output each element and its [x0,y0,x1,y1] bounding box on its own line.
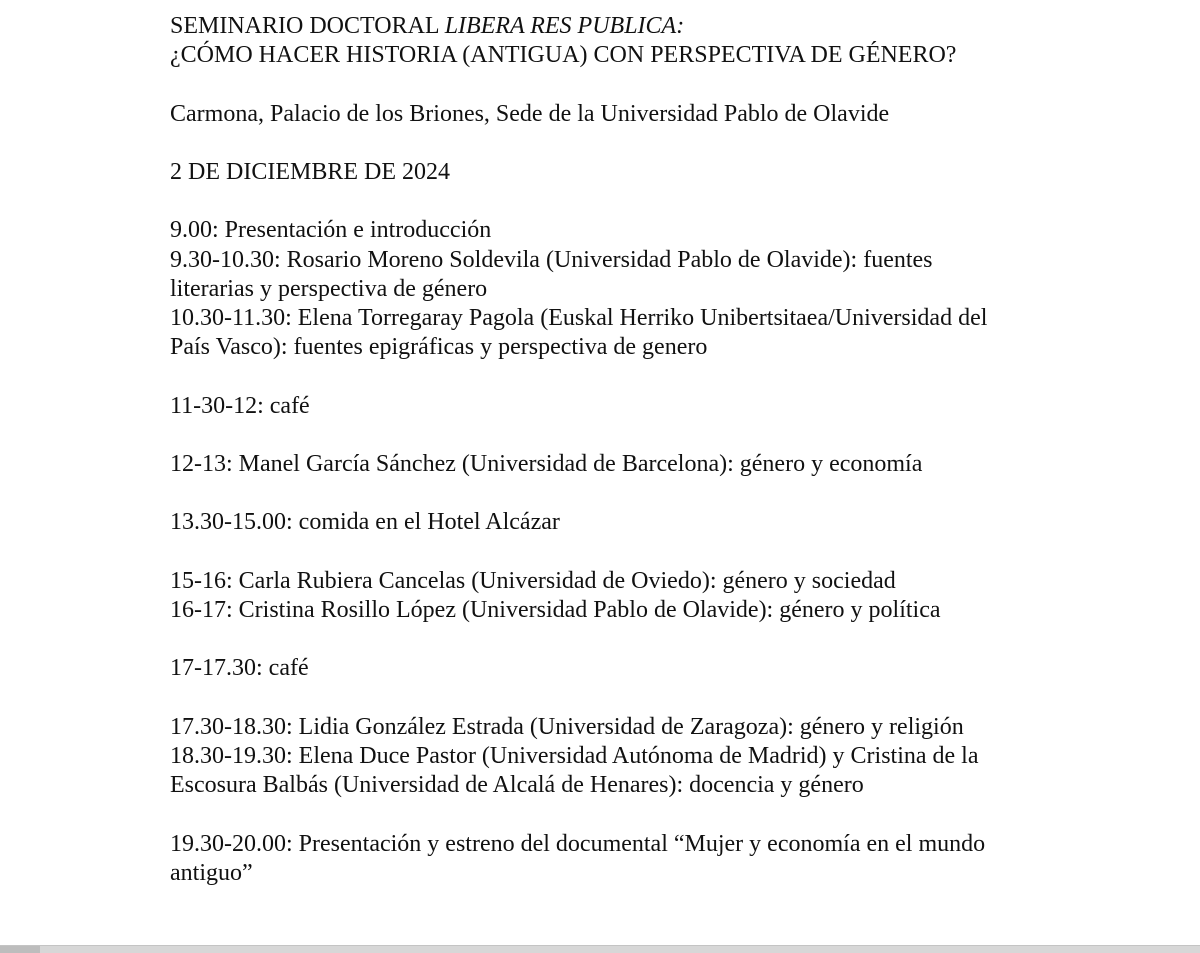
spacer [170,684,1070,713]
spacer [170,538,1070,567]
program-line: 17.30-18.30: Lidia González Estrada (Universidad de Zaragoza): género y religión [170,713,964,740]
spacer [170,129,1070,158]
spacer [170,479,1070,508]
venue-location: Carmona, Palacio de los Briones, Sede de la Universidad Pablo de Olavide [170,100,890,127]
program-line: 12-13: Manel García Sánchez (Universidad de Barcelona): género y economía [170,450,923,477]
spacer [170,800,1070,829]
spacer [170,421,1070,450]
closing-line: antiguo” [170,859,253,886]
event-date: 2 DE DICIEMBRE DE 2024 [170,158,450,185]
spacer [170,625,1070,654]
seminar-title [170,12,1070,41]
spacer [170,70,1070,99]
horizontal-scrollbar[interactable] [0,945,1200,953]
program-line: 16-17: Cristina Rosillo López (Universidad Pablo de Olavide): género y política [170,596,941,623]
program-line: 9.30-10.30: Rosario Moreno Soldevila (Universidad Pablo de Olavide): fuentes [170,246,933,273]
coffee-break-morning: 11-30-12: café [170,392,310,419]
document-body [170,12,1070,888]
closing-line: 19.30-20.00: Presentación y estreno del documental “Mujer y economía en el mundo [170,830,986,857]
spacer [170,187,1070,216]
spacer [170,362,1070,391]
seminar-title-prefix: SEMINARIO DOCTORAL [170,13,445,39]
seminar-subtitle: ¿CÓMO HACER HISTORIA (ANTIGUA) CON PERSPECTIVA DE GÉNERO? [170,42,957,69]
program-line: 10.30-11.30: Elena Torregaray Pagola (Euskal Herriko Unibertsitaea/Universidad del [170,304,988,331]
coffee-break-afternoon: 17-17.30: café [170,655,309,682]
program-line: 9.00: Presentación e introducción [170,217,492,244]
program-line: 18.30-19.30: Elena Duce Pastor (Universidad Autónoma de Madrid) y Cristina de la [170,742,979,769]
program-line: País Vasco): fuentes epigráficas y perspectiva de genero [170,334,708,361]
scrollbar-thumb[interactable] [0,946,40,953]
seminar-title-italic: LIBERA RES PUBLICA: [444,13,685,39]
program-line: literarias y perspectiva de género [170,275,488,302]
program-line: Escosura Balbás (Universidad de Alcalá de Henares): docencia y género [170,772,864,799]
lunch-line: 13.30-15.00: comida en el Hotel Alcázar [170,509,560,536]
program-line: 15-16: Carla Rubiera Cancelas (Universidad de Oviedo): género y sociedad [170,567,896,594]
